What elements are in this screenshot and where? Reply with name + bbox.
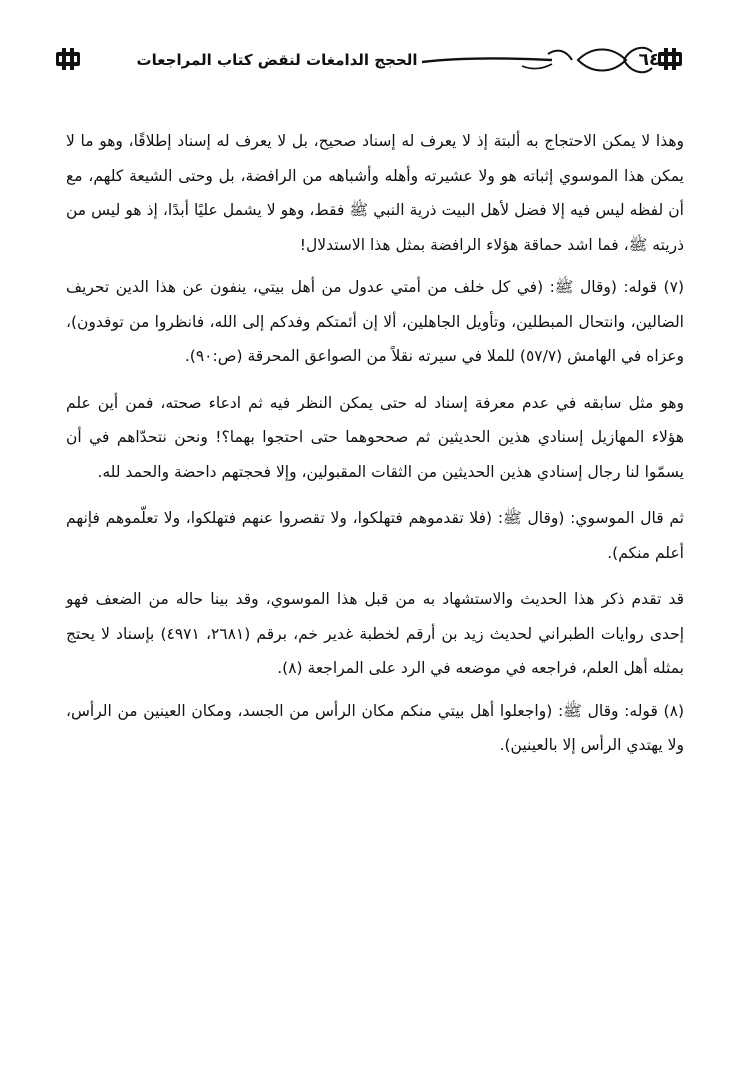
paragraph: وهذا لا يمكن الاحتجاج به ألبتة إذ لا يعرف له إسناد صحيح، بل لا يعرف له إسناد إطلاقًا، وهو ما لا يمكن هذا الموسوي إثباته هو ولا عشيرته وأهله وأشباهه من الرافضة، بل وحتى الشيعة كلهم، مع أن لفظه ليس فيه إلا فضل لأهل البيت ذرية النبي ﷺ فقط، وهو لا يشمل عليًا أبدًا، إذ هو ليس من ذريته ﷺ، فما اشد حماقة هؤلاء الرافضة بمثل هذا الاستدلال! — [66, 132, 684, 254]
paragraph: وهو مثل سابقه في عدم معرفة إسناد له حتى يمكن النظر فيه ثم ادعاء صحته، فمن أين علم هؤلاء المهازيل إسنادي هذين الحديثين ثم صححوهما حتى احتجوا بهما؟! ونحن نتحدّاهم في أن يسمّوا لنا رجال إسنادي هذين الحديثين من الثقات المقبولين، وإلا فحجتهم داحضة والحمد لله. — [66, 393, 684, 481]
page-body — [66, 124, 684, 771]
page-number: ٦٤ — [638, 50, 660, 70]
paragraph: قد تقدم ذكر هذا الحديث والاستشهاد به من قبل هذا الموسوي، وقد بينا حاله من الضعف فهو إحدى روايات الطبراني لحديث زيد بن أرقم لخطبة غدير خم، برقم (٢٦٨١، ٤٩٧١) بإسناد لا يحتج بمثله أهل العلم، فراجعه في موضعه في الرد على المراجعة (٨). — [66, 590, 685, 677]
paragraph: ثم قال الموسوي: (وقال ﷺ: (فلا تقدموهم فتهلكوا، ولا تقصروا عنهم فتهلكوا، ولا تعلّموهم فإنهم أعلم منكم). — [66, 509, 684, 562]
running-title: الحجج الدامغات لنقض كتاب المراجعات — [136, 51, 418, 69]
paragraph: (٧) قوله: (وقال ﷺ: (في كل خلف من أمتي عدول من أهل بيتي، ينفون عن هذا الدين تحريف الضالين، وانتحال المبطلين، وتأويل الجاهلين، ألا إن أئمتكم وفدكم إلى الله، فانظروا من توفدون)، وعزاه في الهامش (٥٧/٧) للملا في سيرته نقلاً من الصواعق المحرقة (ص:٩٠). — [66, 278, 684, 365]
page-header — [52, 38, 688, 82]
paragraph: (٨) قوله: وقال ﷺ: (واجعلوا أهل بيتي منكم مكان الرأس من الجسد، ومكان العينين من الرأس، ولا يهتدي الرأس إلا بالعينين). — [66, 701, 684, 754]
